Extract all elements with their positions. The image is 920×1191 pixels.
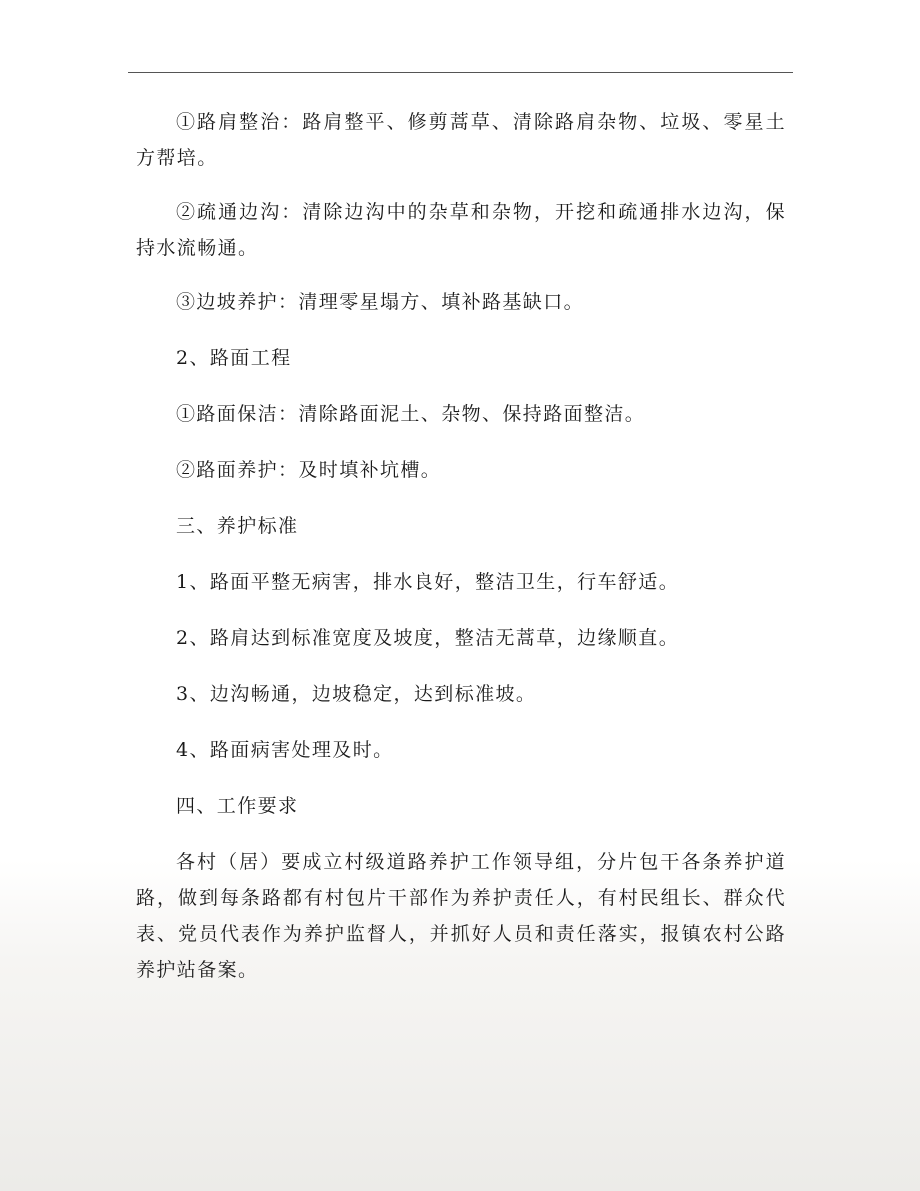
paragraph-slope-maintenance: ③边坡养护：清理零星塌方、填补路基缺口。 [176, 291, 585, 313]
section-heading-maintenance-standards: 三、养护标准 [176, 515, 299, 537]
paragraph-standard-2: 2、路肩达到标准宽度及坡度，整洁无蒿草，边缘顺直。 [176, 627, 680, 649]
paragraph-pavement-cleaning: ①路面保洁：清除路面泥土、杂物、保持路面整洁。 [176, 403, 646, 425]
paragraph-pavement-repair: ②路面养护：及时填补坑槽。 [176, 459, 442, 481]
section-heading-work-requirements: 四、工作要求 [176, 795, 299, 817]
paragraph-shoulder-maintenance: ①路肩整治：路肩整平、修剪蒿草、清除路肩杂物、垃圾、零星土方帮培。 [136, 111, 786, 169]
header-rule [128, 72, 793, 73]
section-heading-pavement-works: 2、路面工程 [176, 347, 292, 369]
paragraph-work-requirements: 各村（居）要成立村级道路养护工作领导组，分片包干各条养护道路，做到每条路都有村包片干部作为养护责任人，有村民组长、群众代表、党员代表作为养护监督人，并抓好人员和责任落实，报镇农村公路养护站备案。 [136, 851, 786, 981]
paragraph-standard-3: 3、边沟畅通，边坡稳定，达到标准坡。 [176, 683, 537, 705]
paragraph-ditch-dredging: ②疏通边沟：清除边沟中的杂草和杂物，开挖和疏通排水边沟，保持水流畅通。 [136, 201, 786, 259]
document-body [136, 104, 786, 988]
paragraph-standard-4: 4、路面病害处理及时。 [176, 739, 394, 761]
paragraph-standard-1: 1、路面平整无病害，排水良好，整洁卫生，行车舒适。 [176, 571, 680, 593]
